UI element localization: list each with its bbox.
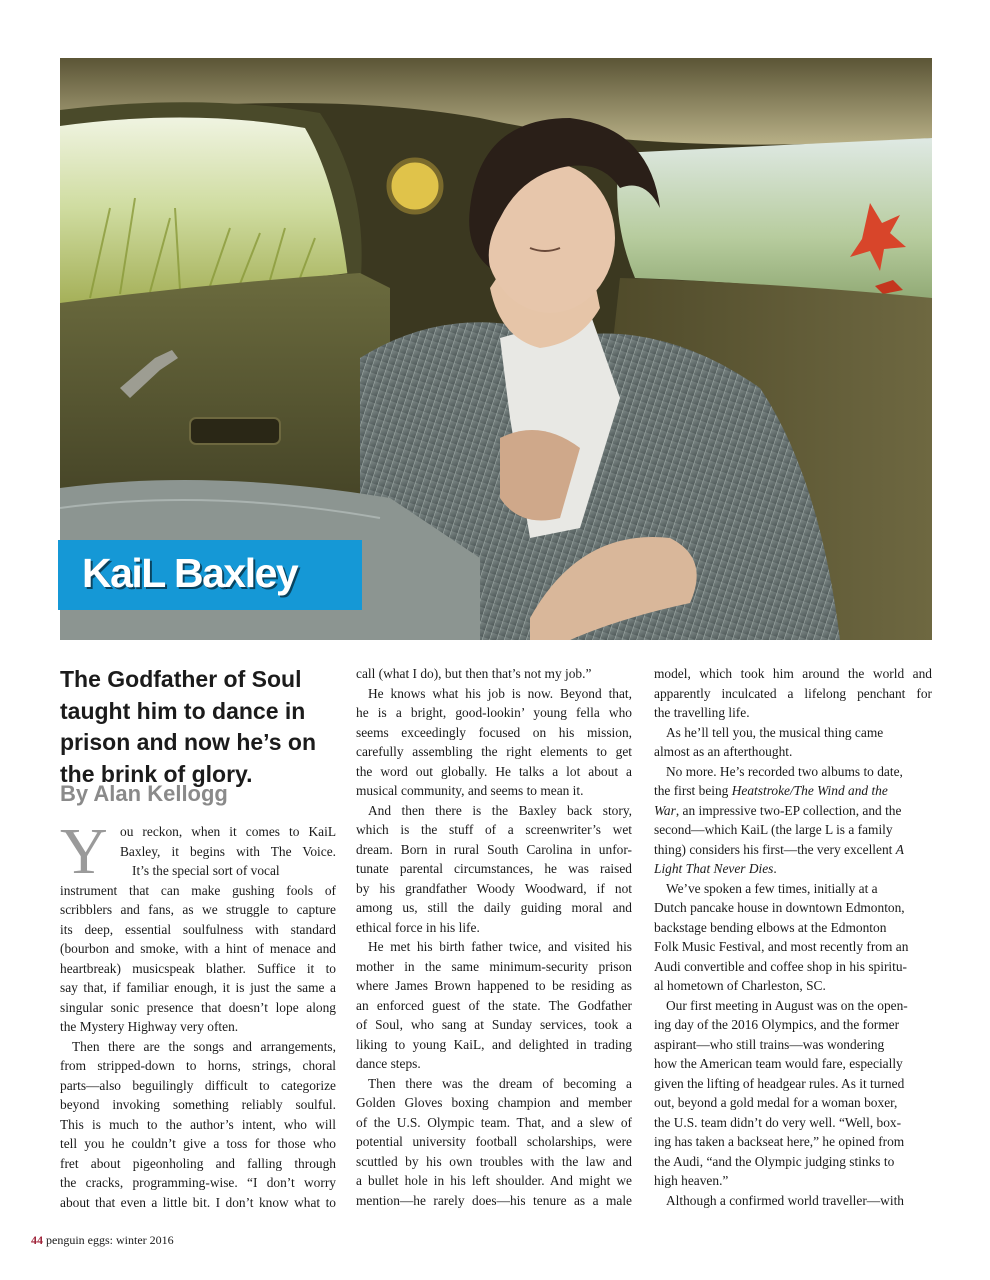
headline: The Godfather of Soul taught him to dance in prison and now he’s on the brink of glory. (60, 666, 316, 787)
text-line: high heaven.” (654, 1173, 729, 1188)
dropcap: Y (60, 815, 108, 888)
article-column-2 (356, 664, 632, 1210)
text-line: call (what I do), but then that’s not my job.” (356, 666, 592, 681)
album-title-italic: War (654, 802, 676, 818)
text-line: No more. He’s recorded two albums to date, (666, 763, 903, 779)
text-line: Golden Gloves boxing champion and member (356, 1095, 632, 1110)
text-line: apparently inculcated a lifelong penchant for (654, 685, 932, 701)
text-line: the word out globally. He talks a lot about a (356, 763, 632, 779)
text-line: singular sonic presence that doesn’t lope along (60, 999, 336, 1015)
text-line: the cracks, programming-wise. “I don’t worry (60, 1175, 336, 1190)
text-line: the Mystery Highway very often. (60, 1019, 239, 1034)
text-line: which is the stuff of a screenwriter’s wet (356, 822, 632, 837)
text-line: Baxley, it begins with The Voice. (120, 843, 336, 859)
text-line: among us, still the daily guiding moral and (356, 900, 632, 915)
text-line: the U.S. team didn’t do very well. “Well, box- (654, 1114, 902, 1130)
text-line: instrument that can make gushing fools of (60, 882, 336, 898)
text-line: liking to young KaiL, and delighted in trading (356, 1036, 632, 1052)
text-line: Then there was the dream of becoming a (368, 1075, 632, 1091)
text-line: from stripped-down to horns, strings, choral (60, 1058, 336, 1073)
text-line: backstage bending elbows at the Edmonton (654, 919, 887, 935)
text-line: musical community, and seems to mean it. (356, 783, 584, 798)
text-line: Audi convertible and coffee shop in his spiritu- (654, 958, 908, 974)
text-line: He knows what his job is now. Beyond that, (368, 685, 632, 701)
text-line: We’ve spoken a few times, initially at a (666, 880, 878, 896)
text-line: mention—he rarely does—his tenure as a male (356, 1192, 632, 1208)
text-line: Light That Never Dies. (654, 861, 777, 876)
text-line: dance steps. (356, 1056, 421, 1071)
text-line: ing day of the 2016 Olympics, and the former (654, 1017, 900, 1032)
text-line: dream. Born in rural South Carolina in unfor- (356, 841, 632, 857)
text-line: scribblers and fans, as we struggle to capture (60, 902, 336, 917)
article-column-1 (60, 822, 336, 1212)
text-fragment: , an impressive two-EP collection, and the (675, 802, 902, 818)
text-line: And then there is the Baxley back story, (368, 802, 632, 818)
text-line: parts—also beguilingly difficult to categorize (60, 1077, 336, 1093)
text-line: seems exceedingly focused on his mission, (356, 724, 632, 740)
text-line: out, beyond a gold medal for a woman boxer, (654, 1095, 898, 1110)
text-line: aspirant—who still trains—was wondering (654, 1036, 885, 1052)
text-line: about that even a little bit. I don’t know what to (60, 1194, 336, 1210)
text-line: Although a confirmed world traveller—with (666, 1192, 904, 1208)
text-line: heartbreak) musicspeak blather. Suffice it to (60, 960, 336, 976)
text-line: of the U.S. Olympic team. That, and a slew of (356, 1114, 632, 1130)
text-line: given the lifting of headgear rules. As it turned (654, 1075, 905, 1091)
text-line: second—which KaiL (the large L is a family (654, 822, 893, 837)
text-line: say that, if familiar enough, it is just the same a (60, 980, 336, 995)
text-line: an enforced guest of the state. The Godfather (356, 997, 632, 1013)
text-line: (bourbon and smoke, with a hint of menace and (60, 941, 336, 956)
publication-issue: penguin eggs: winter 2016 (46, 1233, 174, 1247)
text-line: a bullet hole in his left shoulder. And might we (356, 1173, 632, 1188)
text-line: almost as an afterthought. (654, 744, 793, 759)
text-line: scuttled by his own troubles with the law and (356, 1153, 632, 1169)
text-line: ethical force in his life. (356, 919, 480, 935)
page-footer (31, 1233, 174, 1248)
text-line: the Audi, “and the Olympic judging stinks to (654, 1153, 895, 1169)
text-line: Folk Music Festival, and most recently from an (654, 939, 909, 954)
text-line: This is much to the author’s intent, who will (60, 1116, 336, 1132)
album-title-italic: Heatstroke/The Wind and the (731, 783, 888, 798)
byline: By Alan Kellogg (60, 781, 228, 806)
text-line: Dutch pancake house in downtown Edmonton, (654, 900, 905, 915)
text-line: he is a bright, good-lookin’ young fella who (356, 705, 632, 720)
text-line (654, 840, 932, 860)
text-line: fret about pigeonholing and falling through (60, 1155, 336, 1171)
text-line: tell you he couldn’t give a toss for those who (60, 1136, 336, 1151)
text-line: tunate parental circumstances, he was raised (356, 861, 632, 876)
text-line: As he’ll tell you, the musical thing came (666, 724, 884, 740)
text-line: It’s the special sort of vocal (132, 863, 280, 878)
name-label (58, 540, 362, 610)
article-column-3 (654, 664, 932, 1210)
name-label-text: KaiL Baxley (82, 550, 298, 596)
text-line (654, 781, 932, 801)
text-line: where James Brown happened to be residing as (356, 978, 632, 993)
text-fragment: thing) considers his first—the very excellent (654, 841, 896, 857)
album-title-italic: Light That Never Dies (654, 861, 774, 876)
text-line: model, which took him around the world and (654, 666, 932, 681)
text-line: Then there are the songs and arrangements, (72, 1038, 336, 1054)
text-line: its deep, essential soulfulness with standard (60, 921, 336, 937)
text-line: the travelling life. (654, 705, 750, 720)
text-line: how the American team would fare, especially (654, 1056, 903, 1071)
text-line: potential university football scholarships, were (356, 1134, 632, 1149)
text-line: Our first meeting in August was on the open- (666, 997, 908, 1013)
text-line: mother in the same minimum-security prison (356, 958, 632, 974)
text-line: of Soul, who sang at Sunday services, took a (356, 1017, 632, 1032)
text-line: He met his birth father twice, and visited his (368, 939, 632, 954)
text-line: ou reckon, when it comes to KaiL (120, 824, 336, 839)
text-line: by his grandfather Woody Woodward, if not (356, 880, 632, 896)
text-line (654, 801, 932, 821)
text-fragment: the first being (654, 783, 732, 798)
text-line: ing has taken a backseat here,” he opined from (654, 1134, 905, 1149)
page-number: 44 (31, 1233, 43, 1247)
text-line: carefully assembling the right elements to get (356, 744, 632, 759)
text-line: beyond invoking something reliably soulful. (60, 1097, 336, 1112)
text-line: al hometown of Charleston, SC. (654, 978, 826, 993)
album-title-italic: A (895, 841, 904, 857)
